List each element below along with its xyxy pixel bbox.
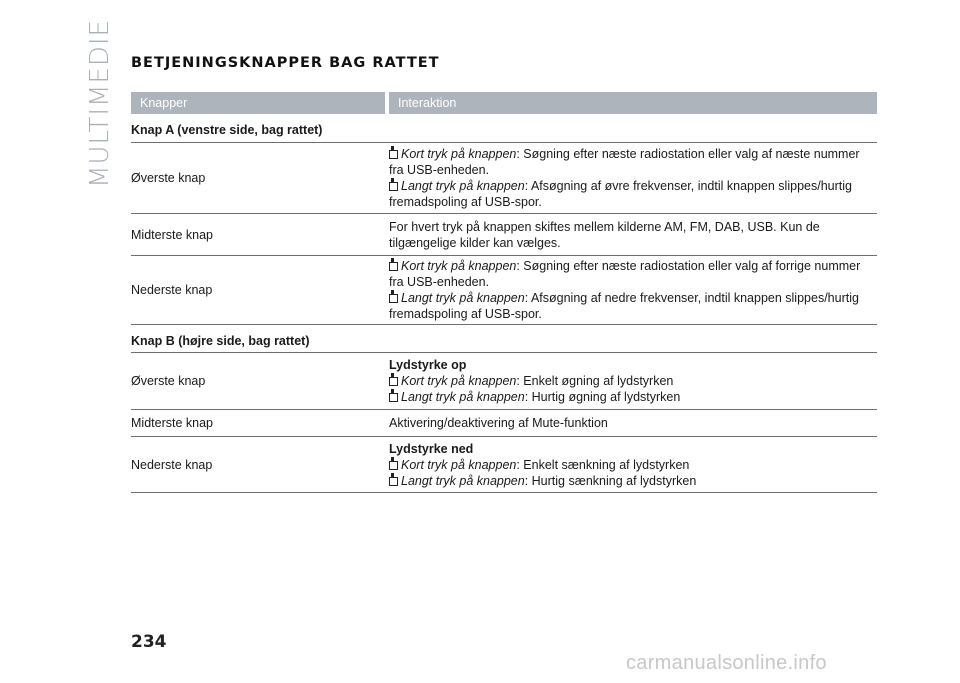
row-label: Nederste knap [131, 457, 213, 472]
button-press-icon [389, 150, 398, 159]
short-press-line: Kort tryk på knappen: Søgning efter næste radiostation eller valg af næste nummer fra USB-enheden. [389, 147, 860, 177]
button-press-icon [389, 477, 398, 486]
row-description [389, 146, 877, 210]
row-description [389, 357, 877, 405]
button-press-icon [389, 262, 398, 271]
page-heading: BETJENINGSKNAPPER BAG RATTET [131, 55, 440, 71]
table-header [131, 92, 877, 114]
header-interaction: Interaktion [389, 92, 877, 114]
button-press-icon [389, 294, 398, 303]
button-press-icon [389, 393, 398, 402]
volume-up-title: Lydstyrke op [389, 358, 467, 372]
controls-table [131, 92, 877, 493]
row-description [389, 441, 877, 489]
row-description: For hvert tryk på knappen skiftes mellem kilderne AM, FM, DAB, USB. Kun de tilgængelige kilder kan vælges. [389, 219, 820, 250]
side-section-title-text: MULTIMEDIE [85, 19, 115, 188]
table-row [131, 436, 877, 493]
button-press-icon [389, 461, 398, 470]
button-press-icon [389, 182, 398, 191]
table-row [131, 352, 877, 409]
table-row [131, 409, 877, 436]
section-button-a: Knap A (venstre side, bag rattet) [131, 123, 323, 137]
side-section-title [80, 18, 120, 188]
row-description: Aktivering/deaktivering af Mute-funktion [389, 416, 608, 430]
table-row [131, 213, 877, 255]
long-press-line: Langt tryk på knappen: Afsøgning af øvre frekvenser, indtil knappen slippes/hurtig fremadspoling af USB-spor. [389, 179, 852, 209]
table-row [131, 255, 877, 324]
row-label: Nederste knap [131, 283, 213, 297]
long-press-line: Langt tryk på knappen: Hurtig sænkning af lydstyrken [389, 473, 871, 489]
row-label: Øverste knap [131, 171, 206, 185]
short-press-line: Kort tryk på knappen: Søgning efter næste radiostation eller valg af forrige nummer fra USB-enheden. [389, 259, 861, 289]
row-label: Midterste knap [131, 416, 213, 430]
long-press-line: Langt tryk på knappen: Afsøgning af nedre frekvenser, indtil knappen slippes/hurtig fremadspoling af USB-spor. [389, 291, 859, 321]
row-label: Midterste knap [131, 227, 213, 242]
long-press-line: Langt tryk på knappen: Hurtig øgning af lydstyrken [389, 389, 871, 405]
section-button-b: Knap B (højre side, bag rattet) [131, 324, 877, 352]
row-label: Øverste knap [131, 374, 206, 388]
watermark: carmanualsonline.info [626, 652, 827, 674]
row-description [389, 258, 877, 322]
header-buttons: Knapper [131, 92, 385, 114]
short-press-line: Kort tryk på knappen: Enkelt sænkning af lydstyrken [389, 457, 871, 473]
short-press-line: Kort tryk på knappen: Enkelt øgning af lydstyrken [389, 373, 871, 389]
table-row [131, 142, 877, 213]
button-press-icon [389, 377, 398, 386]
volume-down-title: Lydstyrke ned [389, 441, 474, 456]
page-number: 234 [131, 632, 167, 652]
